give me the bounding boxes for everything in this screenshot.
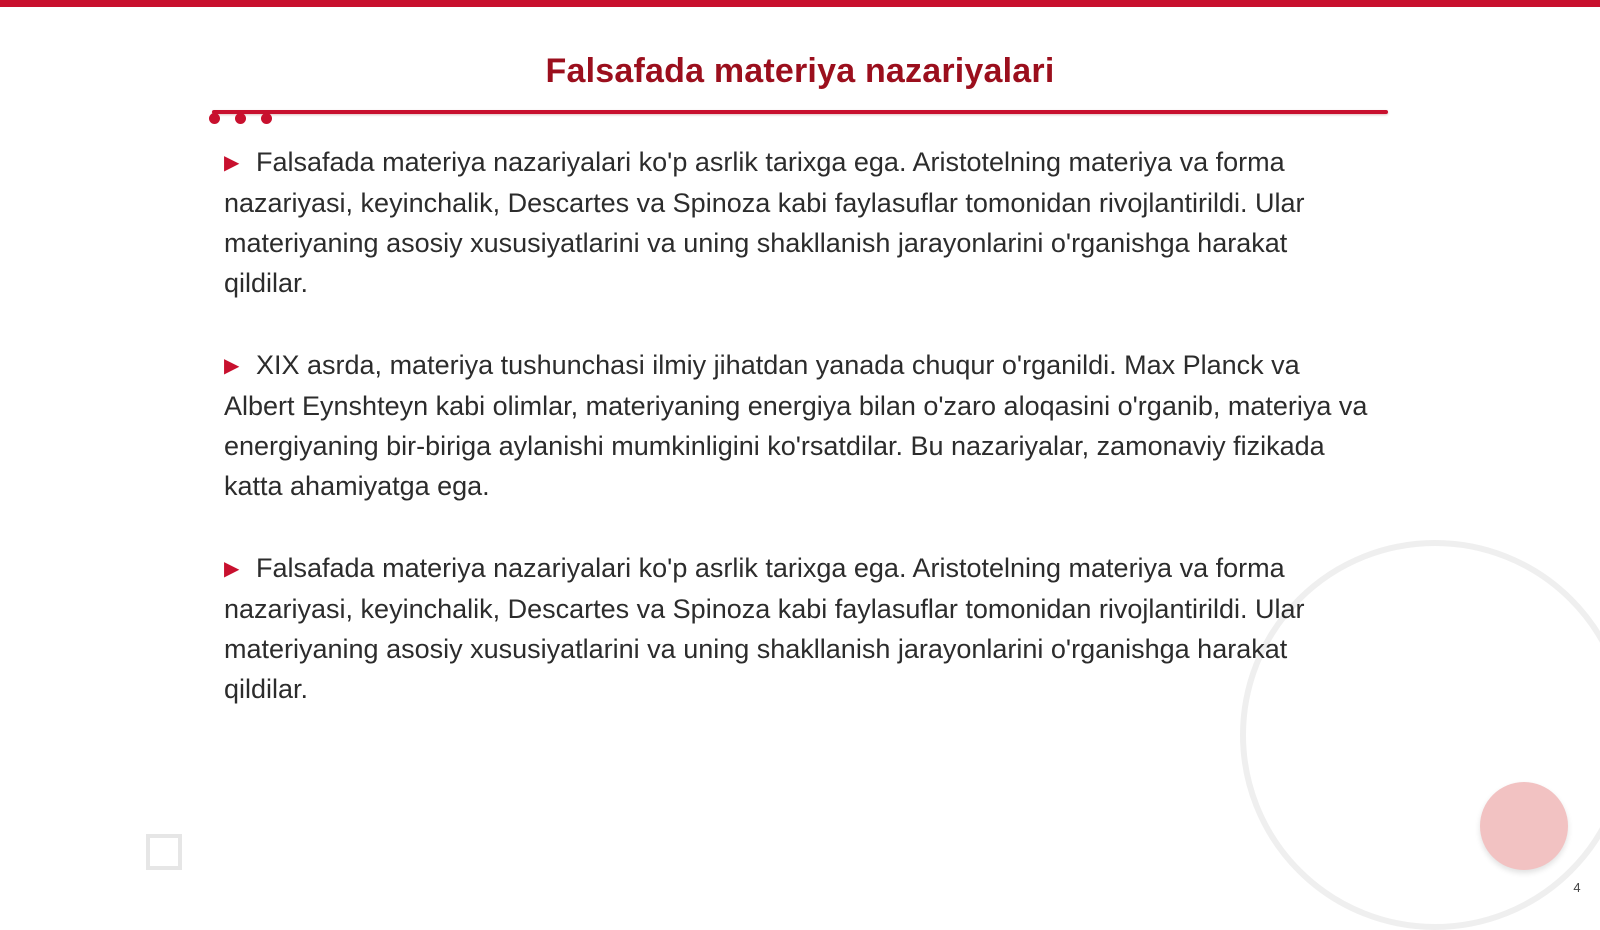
decor-pink-circle [1480,782,1568,870]
decor-dot-3 [261,113,272,124]
bullet-item-3 [224,548,1374,709]
bullet-arrow-icon: ▶ [224,355,240,377]
bullet-text: Falsafada materiya nazariyalari ko'p asrlik tarixga ega. Aristotelning materiya va forma nazariyasi, keyinchalik, Descartes va Spinoza kabi faylasuflar tomonidan rivojlantirildi. Ular materiyaning asosiy xususiyatlarini va uning shakllanish jarayonlarini o'rganishga harakat qildilar. [224,147,1305,298]
bullet-text: XIX asrda, materiya tushunchasi ilmiy jihatdan yanada chuqur o'rganildi. Max Planck va Albert Eynshteyn kabi olimlar, materiyaning energiya bilan o'zaro aloqasini o'rganib, materiya va energiyaning bir-biriga aylanishi mumkinligini ko'rsatdilar. Bu nazariyalar, zamonaviy fizikada katta ahamiyatga ega. [224,350,1368,501]
bullet-arrow-icon: ▶ [224,558,240,580]
top-accent-bar [0,0,1600,7]
decor-dot-1 [209,113,220,124]
title-underline [212,110,1388,114]
slide-title: Falsafada materiya nazariyalari [545,52,1055,90]
page-number: 4 [1573,880,1581,895]
bullet-item-1 [224,142,1374,303]
bullet-arrow-icon: ▶ [224,152,240,174]
decor-square-outline [146,834,182,870]
decor-dot-2 [235,113,246,124]
bullet-list [224,142,1374,751]
bullet-text: Falsafada materiya nazariyalari ko'p asrlik tarixga ega. Aristotelning materiya va forma nazariyasi, keyinchalik, Descartes va Spinoza kabi faylasuflar tomonidan rivojlantirildi. Ular materiyaning asosiy xususiyatlarini va uning shakllanish jarayonlarini o'rganishga harakat qildilar. [224,553,1305,704]
bullet-item-2 [224,345,1374,506]
